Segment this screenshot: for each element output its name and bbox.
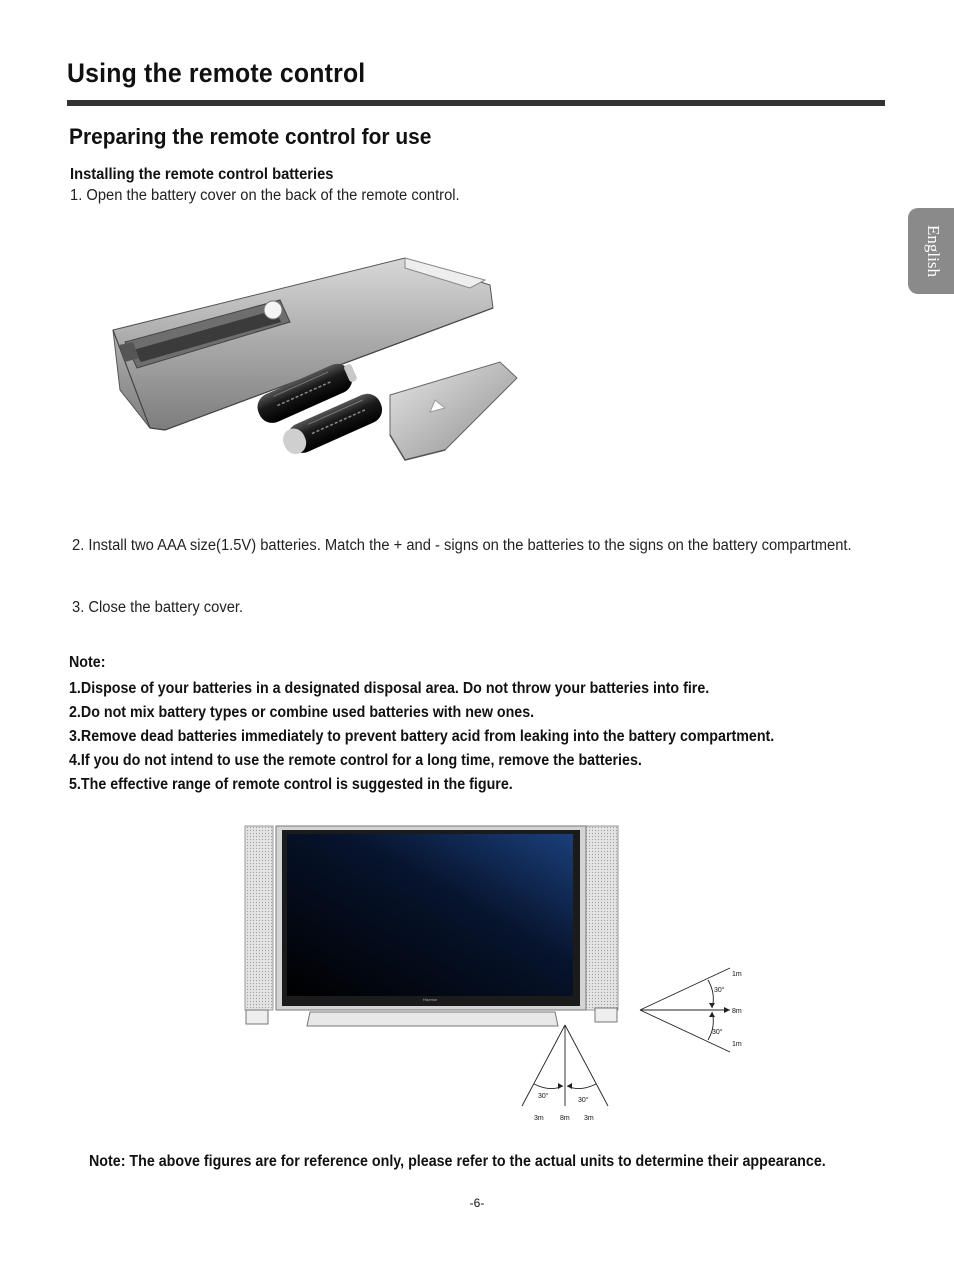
side-distance-middle: 8m (732, 1008, 742, 1015)
section-title: Preparing the remote control for use (69, 124, 432, 149)
step-1: 1. Open the battery cover on the back of the remote control. (70, 187, 460, 204)
front-angle-right: 30° (578, 1097, 589, 1104)
front-distance-left: 3m (534, 1115, 544, 1122)
note-item: 4.If you do not intend to use the remote control for a long time, remove the batteries. (69, 752, 642, 769)
note-item: 3.Remove dead batteries immediately to prevent battery acid from leaking into the battery compartment. (69, 728, 775, 745)
page-title: Using the remote control (67, 58, 366, 88)
front-distance-right: 3m (584, 1115, 594, 1122)
side-angle-bottom: 30° (712, 1029, 723, 1036)
bottom-note: Note: The above figures are for reference only, please refer to the actual units to determine their appearance. (89, 1153, 826, 1170)
notes-list (69, 677, 869, 797)
notes-heading: Note: (69, 654, 106, 671)
title-rule (67, 100, 885, 106)
step-3: 3. Close the battery cover. (72, 599, 244, 616)
side-distance-top: 1m (732, 971, 742, 978)
note-item: 1.Dispose of your batteries in a designated disposal area. Do not throw your batteries into fire. (69, 680, 710, 697)
language-tab (908, 208, 954, 294)
side-range-lines (640, 968, 730, 1052)
tv-brand-label: Hisense (422, 997, 438, 1002)
language-tab-label: English (924, 225, 943, 277)
front-angle-left: 30° (538, 1093, 549, 1100)
side-angle-top: 30° (714, 987, 725, 994)
remote-range-figure (240, 820, 760, 1130)
page-number: -6- (469, 1196, 485, 1210)
front-distance-middle: 8m (560, 1115, 570, 1122)
step-2: 2. Install two AAA size(1.5V) batteries. Match the + and - signs on the batteries to the signs on the battery compartment. (72, 537, 852, 554)
note-item: 5.The effective range of remote control is suggested in the figure. (69, 776, 513, 793)
remote-batteries-illustration (105, 250, 535, 510)
batteries-heading: Installing the remote control batteries (70, 166, 334, 183)
note-item: 2.Do not mix battery types or combine used batteries with new ones. (69, 704, 535, 721)
front-range-lines (522, 1025, 608, 1106)
side-distance-bottom: 1m (732, 1041, 742, 1048)
